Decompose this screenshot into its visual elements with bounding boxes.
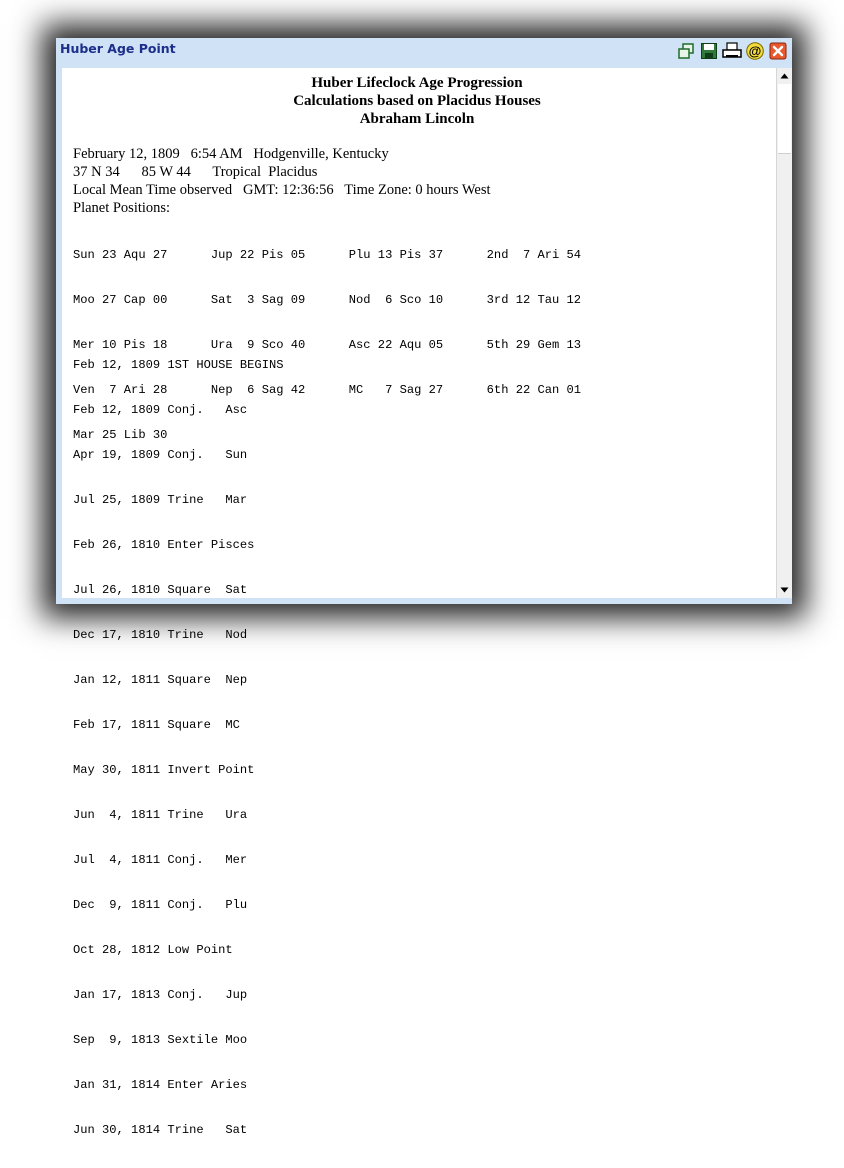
arrow-down-icon — [780, 587, 789, 593]
event-row: Apr 19, 1809 Conj. Sun — [73, 448, 248, 462]
huber-age-point-window — [56, 38, 792, 1137]
event-row: Jan 17, 1813 Conj. Jup — [73, 988, 248, 1002]
event-row: Dec 9, 1811 Conj. Plu — [73, 898, 248, 912]
event-row: Feb 26, 1810 Enter Pisces — [73, 538, 255, 552]
time-info: Local Mean Time observed GMT: 12:36:56 Time Zone: 0 hours West — [73, 182, 491, 198]
email-icon — [746, 42, 764, 60]
event-row: Jul 26, 1810 Square Sat — [73, 583, 248, 597]
window-bottom-border — [62, 598, 792, 604]
event-row: Dec 17, 1810 Trine Nod — [73, 628, 248, 642]
save-button[interactable] — [699, 41, 719, 61]
event-row: Oct 28, 1812 Low Point — [73, 943, 233, 957]
arrow-up-icon — [780, 73, 789, 79]
print-button[interactable] — [722, 41, 742, 61]
close-button[interactable] — [768, 41, 788, 61]
event-row: Feb 17, 1811 Square MC — [73, 718, 240, 732]
print-icon — [722, 42, 742, 60]
event-row: Feb 12, 1809 1ST HOUSE BEGINS — [73, 358, 284, 372]
report-content — [62, 68, 772, 1137]
planet-row: Ven 7 Ari 28 Nep 6 Sag 42 MC 7 Sag 27 6th 22 Can 01 — [73, 383, 582, 397]
event-row: Feb 12, 1809 Conj. Asc — [73, 403, 248, 417]
planet-row: Sun 23 Aqu 27 Jup 22 Pis 05 Plu 13 Pis 37 2nd 7 Ari 54 — [73, 248, 582, 262]
event-row: Jan 31, 1814 Enter Aries — [73, 1078, 248, 1092]
email-button[interactable] — [745, 41, 765, 61]
scroll-down-button[interactable] — [779, 584, 790, 596]
close-icon — [769, 42, 787, 60]
scrollbar-thumb[interactable] — [778, 84, 791, 154]
event-row: Sep 9, 1813 Sextile Moo — [73, 1033, 248, 1047]
report-subtitle: Calculations based on Placidus Houses — [293, 93, 541, 109]
vertical-scrollbar[interactable] — [776, 68, 792, 598]
window-title: Huber Age Point — [60, 41, 176, 56]
planet-row: Moo 27 Cap 00 Sat 3 Sag 09 Nod 6 Sco 10 3rd 12 Tau 12 — [73, 293, 582, 307]
birth-date-place: February 12, 1809 6:54 AM Hodgenville, Kentucky — [73, 146, 389, 162]
event-row: Jul 25, 1809 Trine Mar — [73, 493, 248, 507]
birth-coordinates: 37 N 34 85 W 44 Tropical Placidus — [73, 164, 318, 180]
planet-row: Mer 10 Pis 18 Ura 9 Sco 40 Asc 22 Aqu 05 5th 29 Gem 13 — [73, 338, 582, 352]
event-row: Jan 12, 1811 Square Nep — [73, 673, 248, 687]
event-row: May 30, 1811 Invert Point — [73, 763, 255, 777]
planet-row: Mar 25 Lib 30 — [73, 428, 168, 442]
event-row: Jun 30, 1814 Trine Sat — [73, 1123, 248, 1137]
report-person-name: Abraham Lincoln — [359, 111, 475, 127]
age-point-events-list — [73, 328, 283, 1168]
scroll-up-button[interactable] — [779, 70, 790, 82]
event-row: Jun 4, 1811 Trine Ura — [73, 808, 248, 822]
save-icon — [700, 42, 718, 60]
title-bar[interactable] — [56, 38, 792, 66]
restore-button[interactable] — [676, 41, 696, 61]
restore-icon — [677, 42, 695, 60]
birth-info — [73, 145, 491, 217]
report-title: Huber Lifeclock Age Progression — [311, 75, 523, 91]
report-header — [62, 68, 772, 128]
report-view[interactable] — [62, 68, 792, 1137]
svg-text:@: @ — [748, 43, 762, 59]
event-row: Jul 4, 1811 Conj. Mer — [73, 853, 248, 867]
title-bar-buttons — [676, 41, 788, 61]
planet-positions-label: Planet Positions: — [73, 200, 171, 216]
